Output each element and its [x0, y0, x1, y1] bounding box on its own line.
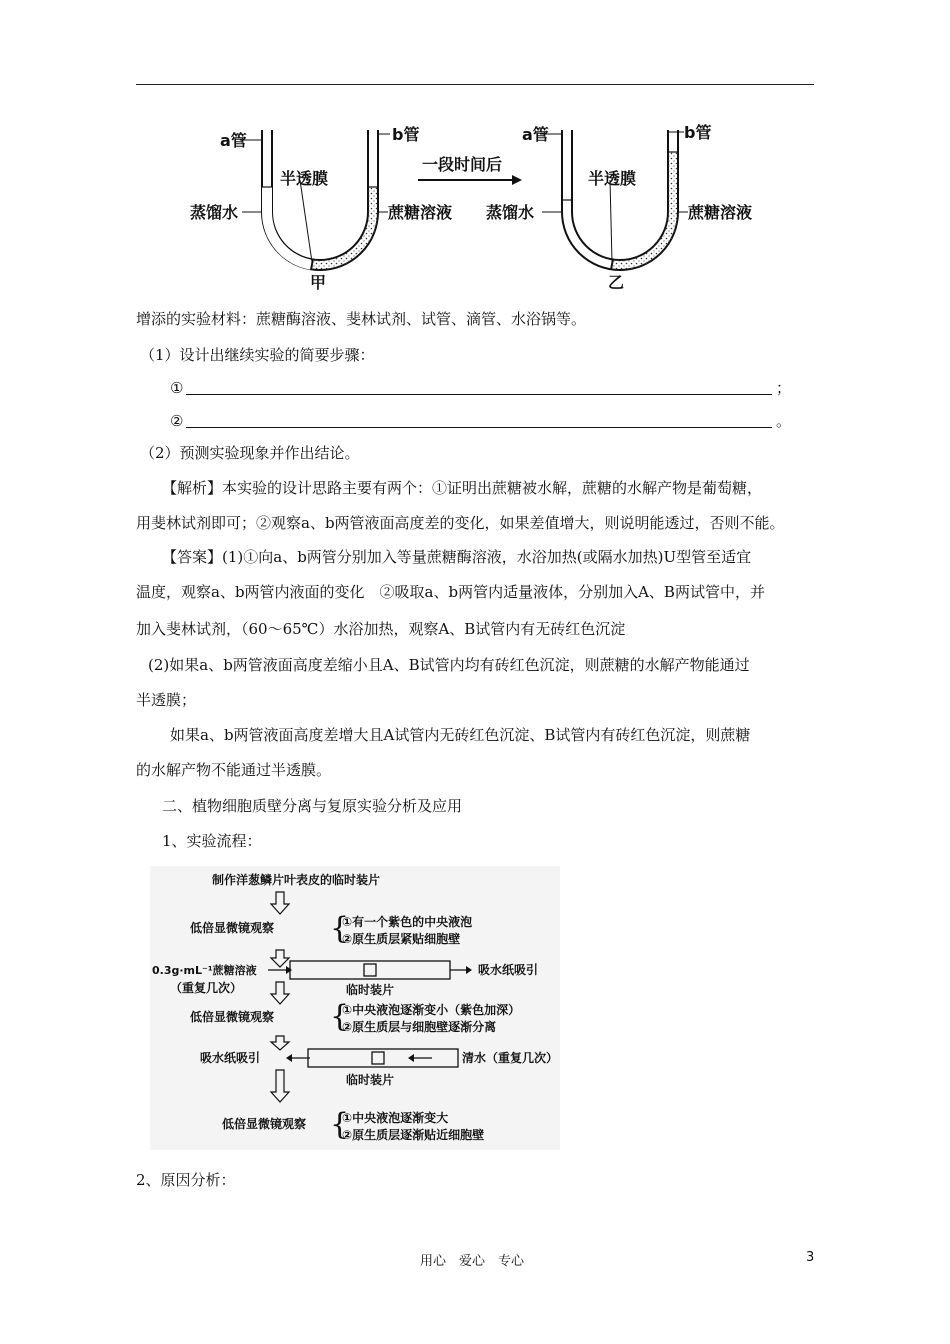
flow-absorb-1: 吸水纸吸引: [478, 963, 539, 977]
arrow-head-icon: [512, 175, 522, 185]
u-tube-jia: [240, 130, 390, 271]
step-2-marker: ②: [170, 412, 184, 430]
flow-slide-2: 临时装片: [346, 1073, 395, 1087]
answer-line-7: 的水解产物不能通过半透膜。: [136, 761, 332, 779]
step-1-end: ；: [776, 379, 792, 397]
time-label: 一段时间后: [422, 155, 503, 174]
u-tube-yi: [540, 130, 688, 271]
step-1-blank[interactable]: [186, 394, 772, 395]
jia-a-tube-label: a管: [220, 131, 247, 150]
flow-observe-3: 低倍显微镜观察: [222, 1117, 307, 1131]
brace-icon: {: [330, 911, 350, 946]
answer-line-6: 如果a、b两管液面高度差增大且A试管内无砖红色沉淀、B试管内有砖红色沉淀，则蔗糖: [170, 726, 751, 744]
flow-observe-3a: ①中央液泡逐渐变大: [342, 1111, 449, 1125]
flow-observe-2b: ②原生质层与细胞壁逐渐分离: [342, 1020, 497, 1034]
flow-absorb-2: 吸水纸吸引: [200, 1051, 261, 1065]
answer-line-4: (2)如果a、b两管液面高度差缩小且A、B试管内均有砖红色沉淀，则蔗糖的水解产物能通过: [148, 656, 750, 674]
flow-observe-3b: ②原生质层逐渐贴近细胞壁: [342, 1128, 485, 1142]
analysis-line-2: 用斐林试剂即可；②观察a、b两管液面高度差的变化，如果差值增大，则说明能透过，否则不能。: [136, 514, 785, 532]
step-2-blank[interactable]: [186, 427, 772, 428]
flow-observe-2a: ①中央液泡逐渐变小（紫色加深）: [342, 1003, 521, 1017]
step-2-end: 。: [776, 412, 792, 430]
jia-caption: 甲: [310, 273, 327, 292]
u-tube-figure: [190, 112, 790, 297]
brace-icon: {: [330, 999, 350, 1034]
answer-line-1: 【答案】(1)①向a、b两管分别加入等量蔗糖酶溶液，水浴加热(或隔水加热)U型管至适宜: [162, 548, 752, 566]
answer-line-3: 加入斐林试剂，（60～65℃）水浴加热，观察A、B试管内有无砖红色沉淀: [136, 620, 626, 638]
materials-line: 增添的实验材料：蔗糖酶溶液、斐林试剂、试管、滴管、水浴锅等。: [136, 310, 587, 328]
brace-icon: {: [330, 1107, 350, 1142]
subsection-2: 2、原因分析：: [136, 1171, 236, 1189]
yi-membrane-label: 半透膜: [588, 169, 637, 188]
footer-motto: 用心 爱心 专心: [420, 1254, 525, 1269]
header-rule: [136, 84, 814, 85]
flow-observe-2: 低倍显微镜观察: [190, 1010, 275, 1024]
yi-caption: 乙: [608, 273, 625, 292]
flow-observe-1a: ①有一个紫色的中央液泡: [342, 915, 473, 929]
jia-b-tube-label: b管: [392, 125, 420, 144]
yi-sucrose-label: 蔗糖溶液: [688, 203, 753, 222]
page-number: 3: [806, 1250, 815, 1265]
step-1-marker: ①: [170, 379, 184, 397]
flow-water: 清水（重复几次）: [462, 1051, 559, 1065]
question-1: （1）设计出继续实验的简要步骤：: [140, 346, 375, 364]
question-2: （2）预测实验现象并作出结论。: [140, 444, 360, 462]
flow-observe-1b: ②原生质层紧贴细胞壁: [342, 932, 461, 946]
jia-membrane-label: 半透膜: [280, 169, 329, 188]
jia-water-label: 蒸馏水: [190, 203, 239, 222]
yi-water-label: 蒸馏水: [486, 203, 535, 222]
flow-step-1: 制作洋葱鳞片叶表皮的临时装片: [212, 873, 381, 887]
answer-line-5: 半透膜；: [136, 691, 197, 709]
yi-a-tube-label: a管: [522, 125, 549, 144]
flow-slide-1: 临时装片: [346, 983, 395, 997]
answer-line-2: 温度，观察a、b两管内液面的变化 ②吸取a、b两管内适量液体，分别加入A、B两试管中，并: [136, 583, 765, 601]
plasmolysis-flowchart: [150, 866, 560, 1150]
flow-repeat-1: （重复几次）: [170, 981, 243, 995]
jia-sucrose-label: 蔗糖溶液: [388, 203, 453, 222]
analysis-line-1: 【解析】本实验的设计思路主要有两个：①证明出蔗糖被水解，蔗糖的水解产物是葡萄糖，: [162, 479, 763, 497]
subsection-1: 1、实验流程：: [162, 832, 262, 850]
flow-observe-1: 低倍显微镜观察: [190, 921, 275, 935]
yi-b-tube-label: b管: [684, 123, 712, 142]
flow-sucrose: 0.3g·mL⁻¹蔗糖溶液: [152, 964, 257, 977]
section-2-heading: 二、植物细胞质壁分离与复原实验分析及应用: [162, 797, 463, 815]
